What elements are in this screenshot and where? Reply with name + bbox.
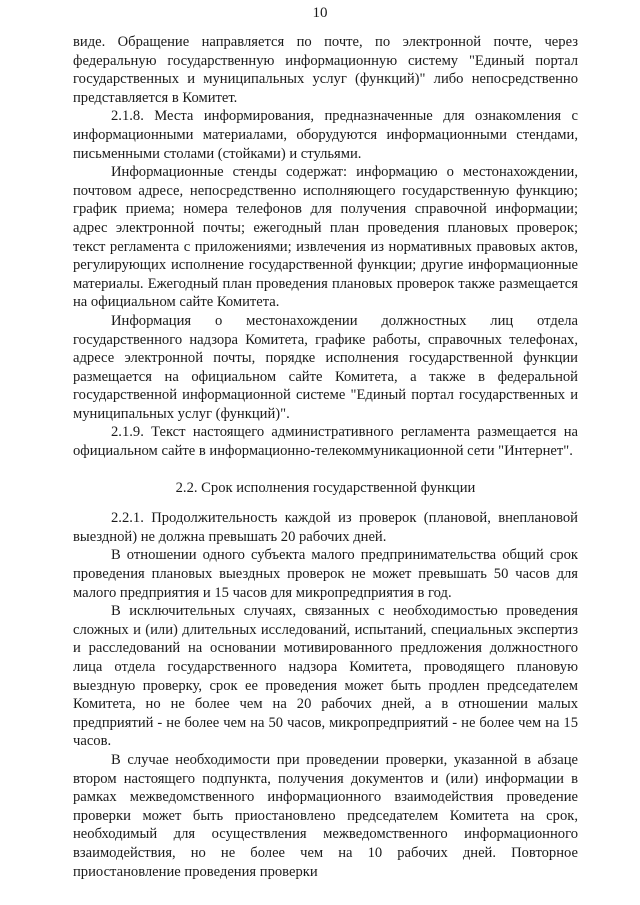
paragraph-location-info: Информация о местонахождении должностных лиц отдела государственного надзора Комитета, графике работы, справочных телефонах, адресе электронной почты, порядке исполнения государственной функции размещается на официальном сайте Комитета, а также в федеральной государственной информационной системе "Единый портал государственных и муниципальных услуг (функций)". <box>73 312 578 422</box>
paragraph-exceptional-cases: В исключительных случаях, связанных с необходимостью проведения сложных и (или) длительных исследований, испытаний, специальных экспертиз и расследований на основании мотивированного предложения должностного лица отдела государственного надзора Комитета, проводящего плановую выездную проверку, срок ее проведения может быть продлен председателем Комитета, но не более чем на 20 рабочих дней, а в отношении малых предприятий - не более чем на 50 часов, микропредприятий - не более чем на 15 часов. <box>73 603 578 750</box>
paragraph-info-stands: Информационные стенды содержат: информацию о местонахождении, почтовом адресе, непосредственно исполняющего государственную функцию; график приема; номера телефонов для получения справочной информации; адрес электронной почты; ежегодный план проведения плановых проверок; текст регламента с приложениями; извлечения из нормативных правовых актов, регулирующих исполнение государственной функции; другие информационные материалы. Ежегодный план проведения плановых проверок также размещается на официальном сайте Комитета. <box>73 164 578 311</box>
paragraph-2-1-8: 2.1.8. Места информирования, предназначенные для ознакомления с информационными материалами, оборудуются информационными стендами, письменными столами (стойками) и стульями. <box>73 108 578 162</box>
paragraph-2-2-1: 2.2.1. Продолжительность каждой из проверок (плановой, внеплановой выездной) не должна превышать 20 рабочих дней. <box>73 510 578 545</box>
paragraph-continuation: виде. Обращение направляется по почте, по электронной почте, через федеральную государственную информационную систему "Единый портал государственных и муниципальных услуг (функций)" либо непосредственно представляется в Комитет. <box>73 34 578 106</box>
section-heading-2-2: 2.2. Срок исполнения государственной функции <box>175 479 476 496</box>
paragraph-small-business: В отношении одного субъекта малого предпринимательства общий срок проведения плановых выездных проверок не может превышать 50 часов для малого предприятия и 15 часов для микропредприятия в год. <box>73 547 578 601</box>
document-body <box>73 33 578 881</box>
paragraph-2-1-9: 2.1.9. Текст настоящего административного регламента размещается на официальном сайте в информационно-телекоммуникационной сети "Интернет". <box>73 424 578 460</box>
page-number: 10 <box>312 5 328 21</box>
paragraph-suspension: В случае необходимости при проведении проверки, указанной в абзаце втором настоящего подпункта, получения документов и (или) информации в рамках межведомственного информационного взаимодействия проведение проверки может быть приостановлено председателем Комитета на срок, необходимый для осуществления межведомственного информационного взаимодействия, но не более чем на 10 рабочих дней. Повторное приостановление проведения проверки <box>73 751 578 880</box>
